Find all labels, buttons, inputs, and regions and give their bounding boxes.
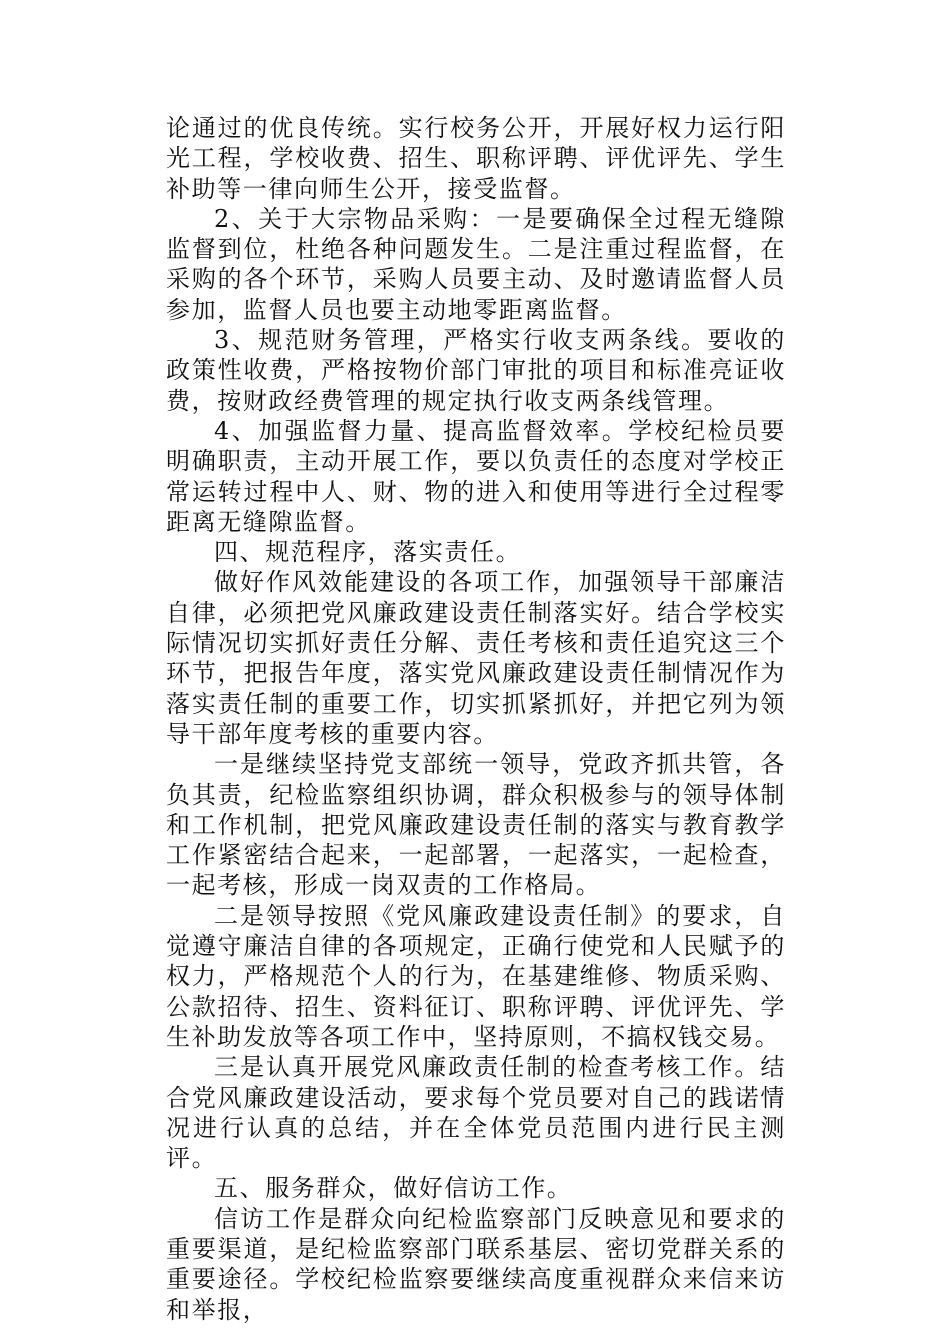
paragraph-petition-work: 信访工作是群众向纪检监察部门反映意见和要求的重要渠道，是纪检监察部门联系基层、密切党群关系的重要途径。学校纪检监察要继续高度重视群众来信来访和举报，: [166, 1204, 786, 1324]
paragraph-continuation: 论通过的优良传统。实行校务公开，开展好权力运行阳光工程，学校收费、招生、职称评聘、评优评先、学生补助等一律向师生公开，接受监督。: [166, 114, 786, 203]
paragraph-responsibility-system: 做好作风效能建设的各项工作，加强领导干部廉洁自律，必须把党风廉政建设责任制落实好。结合学校实际情况切实抓好责任分解、责任考核和责任追究这三个环节，把报告年度，落实党风廉政建设责任制情况作为落实责任制的重要工作，切实抓紧抓好，并把它列为领导干部年度考核的重要内容。: [166, 568, 786, 748]
section-heading-four: 四、规范程序，落实责任。: [214, 538, 522, 567]
section-heading-five: 五、服务群众，做好信访工作。: [214, 1174, 573, 1203]
paragraph-point-three: 三是认真开展党风廉政责任制的检查考核工作。结合党风廉政建设活动，要求每个党员要对自己的践诺情况进行认真的总结，并在全体党员范围内进行民主测评。: [166, 1053, 786, 1173]
paragraph-supervision: 4、加强监督力量、提高监督效率。学校纪检员要明确职责，主动开展工作，要以负责任的态度对学校正常运转过程中人、财、物的进入和使用等进行全过程零距离无缝隙监督。: [166, 416, 786, 536]
paragraph-point-two: 二是领导按照《党风廉政建设责任制》的要求，自觉遵守廉洁自律的各项规定，正确行使党和人民赋予的权力，严格规范个人的行为，在基建维修、物质采购、公款招待、招生、资料征订、职称评聘、评优评先、学生补助发放等各项工作中，坚持原则，不搞权钱交易。: [166, 901, 786, 1051]
paragraph-finance-management: 3、规范财务管理，严格实行收支两条线。要收的政策性收费，严格按物价部门审批的项目和标准亮证收费，按财政经费管理的规定执行收支两条线管理。: [166, 326, 786, 415]
paragraph-point-one: 一是继续坚持党支部统一领导，党政齐抓共管，各负其责，纪检监察组织协调，群众积极参与的领导体制和工作机制，把党风廉政建设责任制的落实与教育教学工作紧密结合起来，一起部署，一起落实，一起检查，一起考核，形成一岗双责的工作格局。: [166, 750, 786, 900]
document-body: [166, 113, 786, 1325]
paragraph-bulk-purchase: 2、关于大宗物品采购：一是要确保全过程无缝隙监督到位，杜绝各种问题发生。二是注重过程监督，在采购的各个环节，采购人员要主动、及时邀请监督人员参加，监督人员也要主动地零距离监督。: [166, 204, 786, 324]
